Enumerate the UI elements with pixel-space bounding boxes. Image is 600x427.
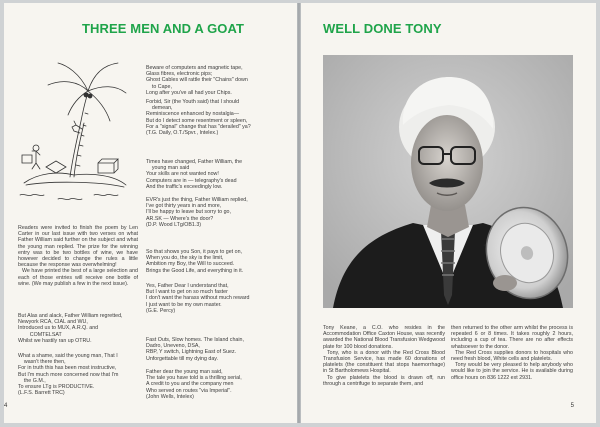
article-paragraph: To give platelets the blood is drawn off, run through a centrifuge to separate them, and — [323, 374, 445, 387]
verse-10: Father dear the young man said, The tale you have told is a thrilling serial, A credit to you and the company men Who served on routes "via Imperial". (John Wells, Intelex) — [146, 369, 242, 400]
verse-9: Fast Outs, Slow homes. The Island chain, Dadro, Uneveno, DSA, RBP, Y switch, Lightning East of Suez. Unforgettable till my dying day. — [146, 337, 244, 362]
verse-6: EVR's just the thing, Father William replied, I've got thirty years in and more, I'll be happy to leave but sorry to go, AR.SK — Where's the door? (D.P. Wood LTg/OB1.3) — [146, 197, 248, 228]
verse-8: Yes, Father Dear I understand that, But I want to get on so much faster I don't want the harass without much reward I just want to be my own master. (G.E. Percy) — [146, 283, 250, 314]
tony-with-plate-photo — [323, 55, 573, 308]
intro-text — [18, 225, 138, 287]
page-number: 4 — [4, 403, 8, 409]
intro-paragraph: We have printed the best of a large selection and each of those entries will receive one bottle of wine. (We may publish a few in the next issue). — [18, 268, 138, 287]
verse-2: What a shame, said the young man, That I wasn't there then, For in truth this has been most instructive, But I'm much more concerned now that I'm the G.M., To ensure LTg is PRODUCTIVE. (L.F.S. Barrett TRC) — [18, 353, 119, 397]
article-paragraph: The Red Cross supplies donors to hospitals who need fresh blood, White cells and platelets. — [451, 349, 573, 363]
right-headline: WELL DONE TONY — [323, 21, 442, 36]
verse-1: But Alas and alack, Father William regretted, Newyork RCA, CIAL and WU, Introduced us to MUX, A.R.Q. and COMTELSAT Whilst we hastily ran up OTRU. — [18, 313, 123, 344]
verse-3: Beware of computers and magnetic tape, Glass fibres, electronic pips; Ghost Cables will rattle their "Chains" down to Cape, Long after you've all had your Chips. — [146, 65, 248, 96]
article-paragraph: Tony Keane, a C.O. who resides in the Accommodation Office Caxton House, was recently awarded the National Blood Transfusion Wedgwood plate for 100 blood donations. — [323, 325, 445, 350]
left-headline: THREE MEN AND A GOAT — [82, 21, 245, 36]
article-column-1 — [323, 325, 445, 387]
verse-4: Forbid, Sir (the Youth said) that I should demean, Reminiscence enhanced by nostalgia— But do I detect some resentment or spleen, For a "signal" change that has "derailed" ya? (T.G. Daily, O.T./Spvr., Intelex.) — [146, 99, 251, 137]
intro-paragraph: Readers were invited to finish the poem by Len Carter in our last issue with two verses on what Father William said further on the subject and what the young man replied. The prize for the winning entry was to be two bottles of wine, we have however decided to change the rules a little because the response was overwhelming! — [18, 225, 138, 269]
verse-7: So that shows you Son, it pays to get on, When you do, the sky is the limit, Ambition my Boy, the Will to succeed. Brings the Good Life, and everything in it. — [146, 249, 244, 274]
article-paragraph: Tony would be very pleased to help anybody who would like to join the service. He is available during office hours on 836 1222 ext 2931. — [451, 362, 573, 381]
desert-island-cartoon — [18, 55, 132, 205]
article-paragraph: Tony, who is a donor with the Red Cross Blood Transfusion Service, has made 60 donations of platelets (the constituent that stops haemorrhage) in St Bartholomews Hospital. — [323, 349, 445, 375]
right-page — [301, 3, 596, 423]
left-page — [4, 3, 297, 423]
verse-5: Times have changed, Father William, the young man said Your skills are not wanted now! Computers are in — telegraphy's dead And the traffic's exceedingly low. — [146, 159, 243, 190]
page-number: 5 — [570, 403, 574, 409]
article-column-2 — [451, 325, 573, 381]
article-paragraph: then returned to the other arm whilst the process is repeated 6 or 8 times. It takes roughly 2 hours, including a cup of tea. There are no after effects whatsoever to the donor. — [451, 325, 573, 350]
